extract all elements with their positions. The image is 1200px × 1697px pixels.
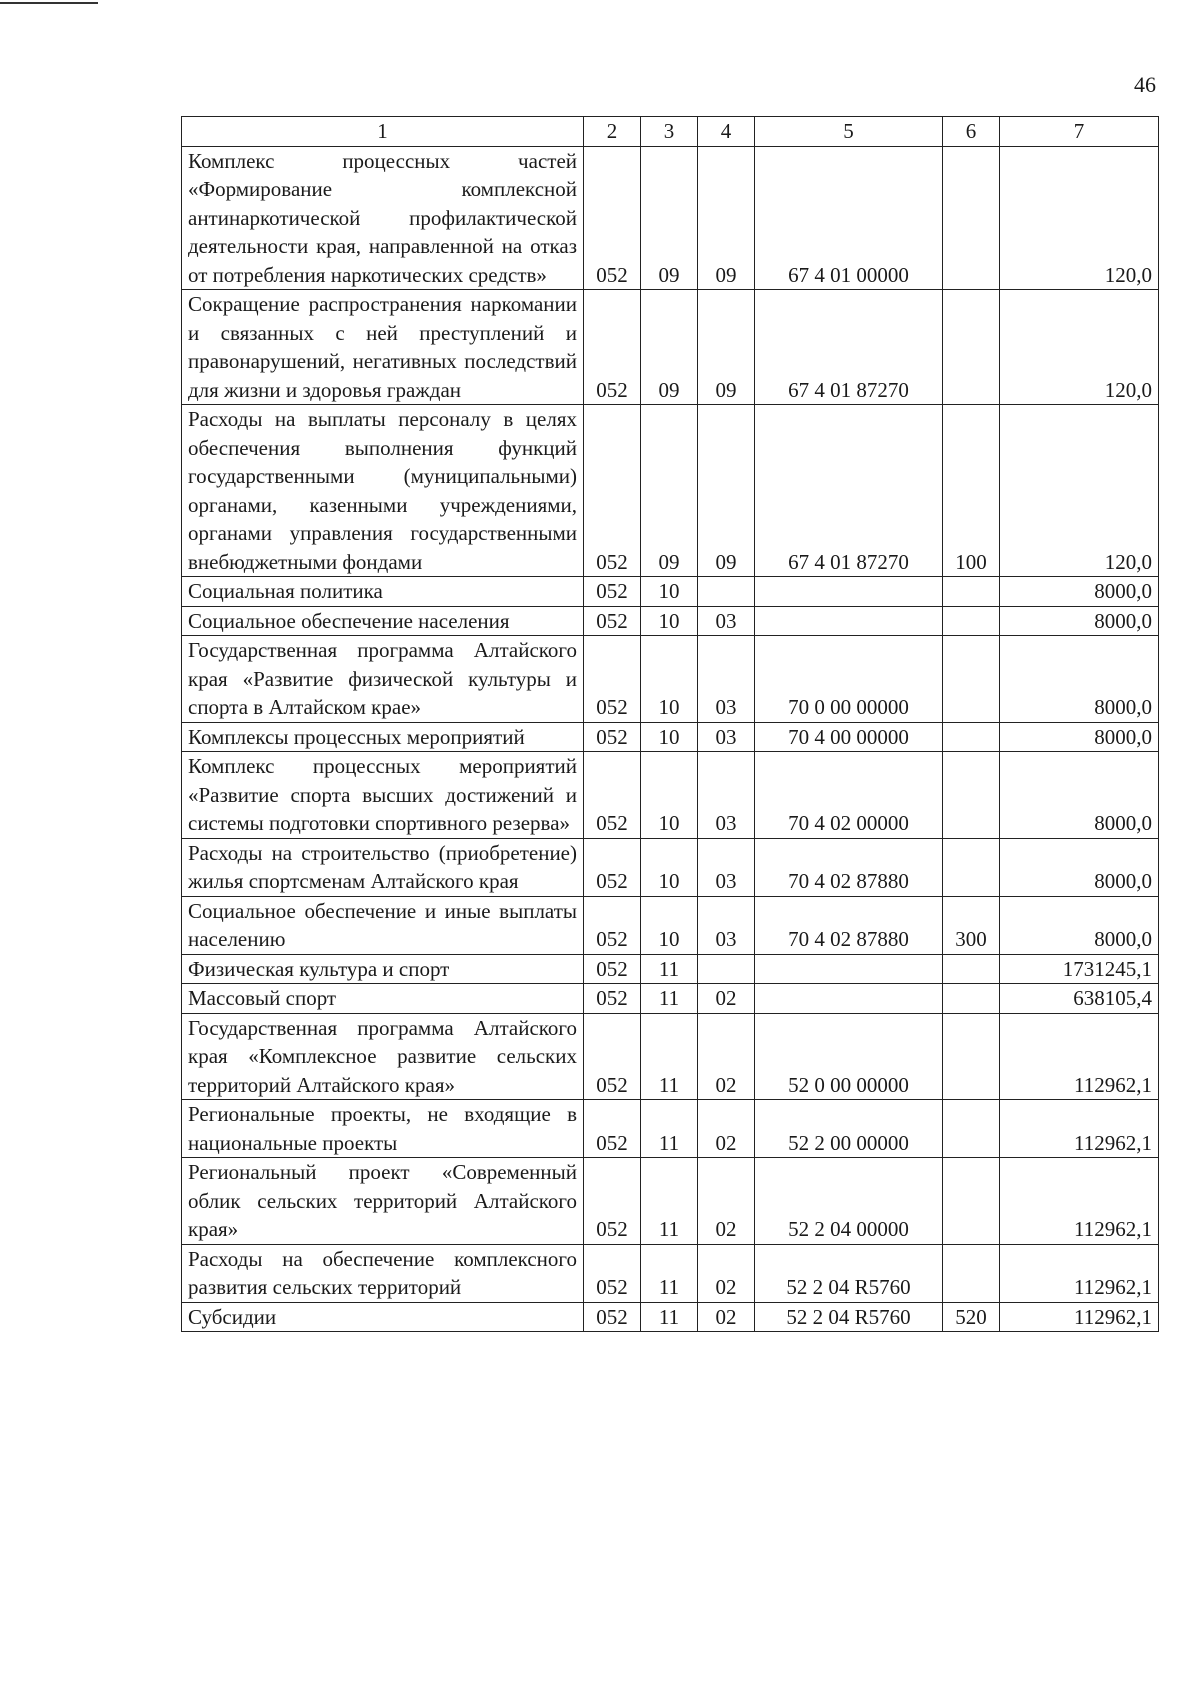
- row-subsection: [698, 954, 755, 984]
- row-target-article: 70 4 02 87880: [755, 896, 943, 954]
- row-grbs: 052: [584, 752, 641, 839]
- row-amount: 8000,0: [1000, 606, 1159, 636]
- table-row: [182, 290, 1159, 405]
- row-grbs: 052: [584, 838, 641, 896]
- row-amount: 112962,1: [1000, 1302, 1159, 1332]
- row-section: 10: [641, 606, 698, 636]
- col-header-5: 5: [755, 117, 943, 147]
- row-amount: 120,0: [1000, 405, 1159, 577]
- table-row: [182, 1013, 1159, 1100]
- row-name: Комплексы процессных мероприятий: [182, 722, 584, 752]
- row-expense-type: [943, 636, 1000, 723]
- row-name: Массовый спорт: [182, 984, 584, 1014]
- col-header-1: 1: [182, 117, 584, 147]
- row-name: Расходы на строительство (приобретение) жилья спортсменам Алтайского края: [182, 838, 584, 896]
- row-subsection: 03: [698, 606, 755, 636]
- row-section: 10: [641, 577, 698, 607]
- budget-table: [181, 116, 1159, 1332]
- row-subsection: 02: [698, 1302, 755, 1332]
- row-section: 11: [641, 1100, 698, 1158]
- row-name: Расходы на обеспечение комплексного развития сельских территорий: [182, 1244, 584, 1302]
- row-subsection: 03: [698, 838, 755, 896]
- row-subsection: 02: [698, 1013, 755, 1100]
- row-target-article: 70 4 00 00000: [755, 722, 943, 752]
- row-grbs: 052: [584, 896, 641, 954]
- row-target-article: 67 4 01 87270: [755, 290, 943, 405]
- row-expense-type: 300: [943, 896, 1000, 954]
- table-row: [182, 722, 1159, 752]
- row-subsection: 02: [698, 1100, 755, 1158]
- row-expense-type: [943, 606, 1000, 636]
- row-name: Социальная политика: [182, 577, 584, 607]
- row-target-article: 70 0 00 00000: [755, 636, 943, 723]
- row-expense-type: [943, 722, 1000, 752]
- row-subsection: 03: [698, 896, 755, 954]
- col-header-6: 6: [943, 117, 1000, 147]
- row-grbs: 052: [584, 290, 641, 405]
- row-name: Комплекс процессных частей «Формирование комплексной антинаркотической профилактической деятельности края, направленной на отказ от потребления наркотических средств»: [182, 146, 584, 290]
- row-expense-type: [943, 577, 1000, 607]
- table-row: [182, 1244, 1159, 1302]
- row-subsection: 02: [698, 984, 755, 1014]
- row-name: Субсидии: [182, 1302, 584, 1332]
- row-grbs: 052: [584, 954, 641, 984]
- row-target-article: [755, 606, 943, 636]
- row-target-article: 67 4 01 87270: [755, 405, 943, 577]
- row-section: 11: [641, 1244, 698, 1302]
- col-header-4: 4: [698, 117, 755, 147]
- row-target-article: [755, 954, 943, 984]
- row-subsection: 02: [698, 1244, 755, 1302]
- row-target-article: 52 0 00 00000: [755, 1013, 943, 1100]
- col-header-2: 2: [584, 117, 641, 147]
- row-section: 11: [641, 984, 698, 1014]
- col-header-3: 3: [641, 117, 698, 147]
- row-amount: 112962,1: [1000, 1244, 1159, 1302]
- row-amount: 8000,0: [1000, 577, 1159, 607]
- row-grbs: 052: [584, 1100, 641, 1158]
- row-section: 10: [641, 838, 698, 896]
- row-grbs: 052: [584, 405, 641, 577]
- row-section: 11: [641, 954, 698, 984]
- row-amount: 8000,0: [1000, 722, 1159, 752]
- row-expense-type: [943, 290, 1000, 405]
- row-target-article: 52 2 04 R5760: [755, 1302, 943, 1332]
- row-expense-type: [943, 838, 1000, 896]
- row-subsection: [698, 577, 755, 607]
- row-section: 09: [641, 405, 698, 577]
- row-grbs: 052: [584, 1244, 641, 1302]
- row-grbs: 052: [584, 1302, 641, 1332]
- row-subsection: 02: [698, 1158, 755, 1245]
- row-target-article: 52 2 04 R5760: [755, 1244, 943, 1302]
- page-number: 46: [1134, 72, 1156, 97]
- table-row: [182, 636, 1159, 723]
- row-expense-type: [943, 1158, 1000, 1245]
- row-name: Комплекс процессных мероприятий «Развитие спорта высших достижений и системы подготовки спортивного резерва»: [182, 752, 584, 839]
- row-amount: 638105,4: [1000, 984, 1159, 1014]
- row-section: 11: [641, 1302, 698, 1332]
- table-row: [182, 577, 1159, 607]
- row-amount: 112962,1: [1000, 1158, 1159, 1245]
- table-row: [182, 405, 1159, 577]
- row-section: 10: [641, 636, 698, 723]
- row-subsection: 09: [698, 405, 755, 577]
- row-amount: 120,0: [1000, 290, 1159, 405]
- row-expense-type: [943, 954, 1000, 984]
- table-row: [182, 984, 1159, 1014]
- row-target-article: 70 4 02 00000: [755, 752, 943, 839]
- table-row: [182, 838, 1159, 896]
- row-grbs: 052: [584, 984, 641, 1014]
- row-grbs: 052: [584, 1013, 641, 1100]
- row-amount: 8000,0: [1000, 838, 1159, 896]
- row-expense-type: 100: [943, 405, 1000, 577]
- row-subsection: 09: [698, 146, 755, 290]
- row-grbs: 052: [584, 636, 641, 723]
- row-section: 10: [641, 722, 698, 752]
- row-name: Социальное обеспечение и иные выплаты населению: [182, 896, 584, 954]
- corner-rule: [0, 2, 98, 4]
- row-name: Региональный проект «Современный облик сельских территорий Алтайского края»: [182, 1158, 584, 1245]
- row-amount: 120,0: [1000, 146, 1159, 290]
- row-target-article: 67 4 01 00000: [755, 146, 943, 290]
- table-row: [182, 954, 1159, 984]
- col-header-7: 7: [1000, 117, 1159, 147]
- table-row: [182, 146, 1159, 290]
- row-name: Региональные проекты, не входящие в национальные проекты: [182, 1100, 584, 1158]
- row-name: Государственная программа Алтайского края «Комплексное развитие сельских территорий Алтайского края»: [182, 1013, 584, 1100]
- row-target-article: [755, 984, 943, 1014]
- row-subsection: 03: [698, 752, 755, 839]
- row-target-article: 52 2 00 00000: [755, 1100, 943, 1158]
- table-row: [182, 896, 1159, 954]
- row-expense-type: 520: [943, 1302, 1000, 1332]
- row-grbs: 052: [584, 577, 641, 607]
- row-name: Государственная программа Алтайского края «Развитие физической культуры и спорта в Алтайском крае»: [182, 636, 584, 723]
- row-expense-type: [943, 1244, 1000, 1302]
- row-expense-type: [943, 984, 1000, 1014]
- row-grbs: 052: [584, 722, 641, 752]
- row-section: 09: [641, 146, 698, 290]
- row-section: 09: [641, 290, 698, 405]
- row-expense-type: [943, 146, 1000, 290]
- row-grbs: 052: [584, 1158, 641, 1245]
- row-grbs: 052: [584, 146, 641, 290]
- row-section: 10: [641, 896, 698, 954]
- row-grbs: 052: [584, 606, 641, 636]
- row-target-article: 52 2 04 00000: [755, 1158, 943, 1245]
- header-row: [182, 117, 1159, 147]
- row-amount: 8000,0: [1000, 752, 1159, 839]
- row-expense-type: [943, 752, 1000, 839]
- row-amount: 1731245,1: [1000, 954, 1159, 984]
- row-name: Сокращение распространения наркомании и связанных с ней преступлений и правонарушений, негативных последствий для жизни и здоровья граждан: [182, 290, 584, 405]
- row-name: Социальное обеспечение населения: [182, 606, 584, 636]
- table-row: [182, 1158, 1159, 1245]
- row-amount: 8000,0: [1000, 636, 1159, 723]
- row-name: Физическая культура и спорт: [182, 954, 584, 984]
- table-row: [182, 752, 1159, 839]
- row-expense-type: [943, 1013, 1000, 1100]
- row-expense-type: [943, 1100, 1000, 1158]
- row-amount: 112962,1: [1000, 1100, 1159, 1158]
- row-target-article: 70 4 02 87880: [755, 838, 943, 896]
- row-name: Расходы на выплаты персоналу в целях обеспечения выполнения функций государственными (муниципальными) органами, казенными учреждениями, органами управления государственными внебюджетными фондами: [182, 405, 584, 577]
- row-subsection: 03: [698, 722, 755, 752]
- table-row: [182, 1100, 1159, 1158]
- table-row: [182, 1302, 1159, 1332]
- row-section: 10: [641, 752, 698, 839]
- row-amount: 8000,0: [1000, 896, 1159, 954]
- row-amount: 112962,1: [1000, 1013, 1159, 1100]
- row-subsection: 09: [698, 290, 755, 405]
- row-target-article: [755, 577, 943, 607]
- table-row: [182, 606, 1159, 636]
- row-subsection: 03: [698, 636, 755, 723]
- row-section: 11: [641, 1013, 698, 1100]
- row-section: 11: [641, 1158, 698, 1245]
